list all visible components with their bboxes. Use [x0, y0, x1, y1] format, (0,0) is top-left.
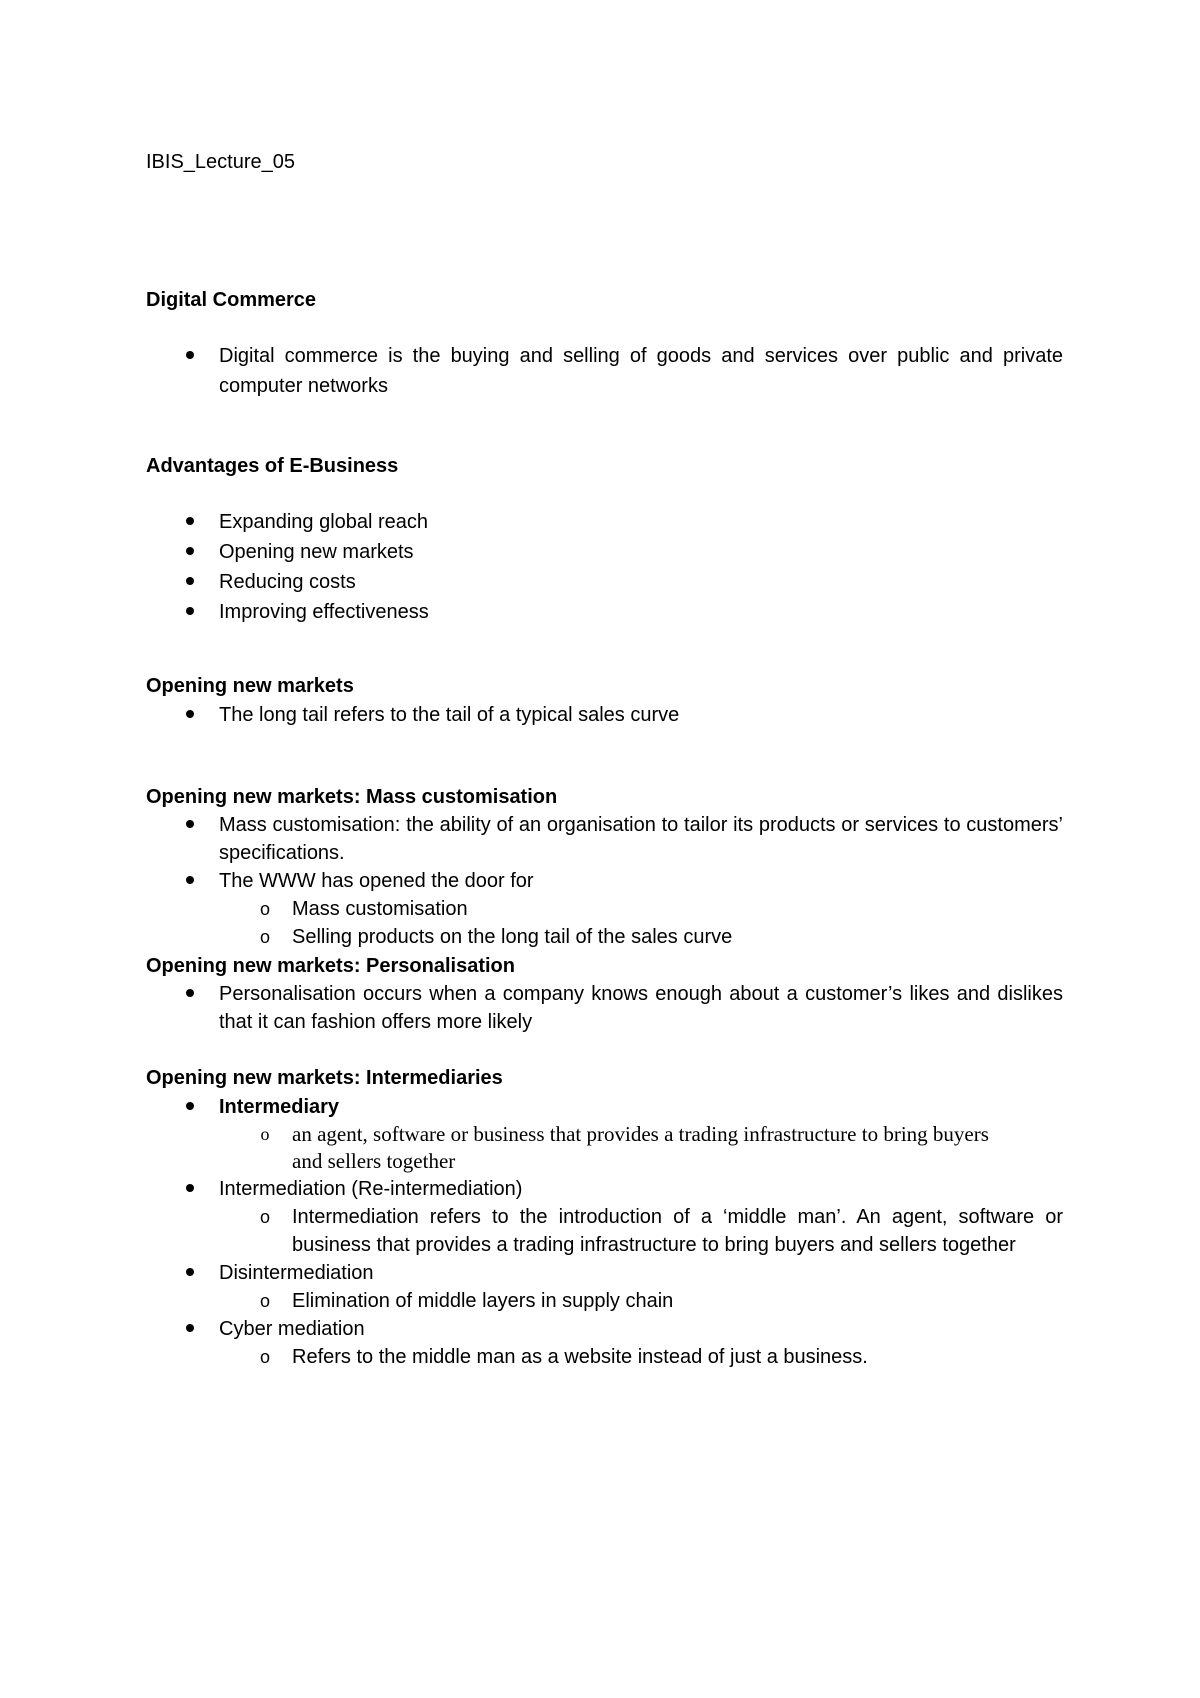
section-heading-opening-new-markets: Opening new markets — [146, 675, 354, 697]
sub-list-item: o Refers to the middle man as a website instead of just a business. — [0, 1343, 1063, 1371]
bullet-disc-icon — [180, 700, 200, 730]
section-heading-intermediaries: Opening new markets: Intermediaries — [146, 1067, 503, 1089]
document-title: IBIS_Lecture_05 — [146, 151, 295, 173]
list-item-cyber-mediation: Cyber mediation — [0, 1315, 1063, 1343]
bullet-disc-icon — [180, 980, 200, 1008]
list-item: Mass customisation: the ability of an organisation to tailor its products or services to customers’ specifications. — [0, 811, 1063, 867]
bullet-disc-icon — [180, 811, 200, 839]
bullet-o-icon: o — [259, 1291, 270, 1311]
digital-commerce-list — [0, 341, 1200, 401]
opening-new-markets-list — [0, 700, 1200, 730]
sub-list-item: o an agent, software or business that provides a trading infrastructure to bring buyers and sellers together — [0, 1121, 992, 1175]
section-heading-advantages: Advantages of E-Business — [146, 455, 399, 477]
section-heading-mass-customisation: Opening new markets: Mass customisation — [146, 786, 558, 808]
list-item-intermediary: Intermediary — [0, 1093, 1063, 1121]
bullet-disc-icon — [180, 1315, 200, 1343]
intermediaries-list — [0, 1093, 1200, 1371]
advantages-list — [0, 507, 1200, 627]
list-item: Expanding global reach — [0, 507, 1063, 537]
bullet-disc-icon — [180, 1175, 200, 1203]
list-item-intermediation: Intermediation (Re-intermediation) — [0, 1175, 1063, 1203]
bullet-disc-icon — [180, 341, 200, 371]
bullet-disc-icon — [180, 867, 200, 895]
list-item: Reducing costs — [0, 567, 1063, 597]
list-item: Digital commerce is the buying and selling of goods and services over public and private computer networks — [0, 341, 1063, 401]
bullet-o-icon: o — [259, 899, 270, 919]
list-item: The WWW has opened the door for — [0, 867, 1063, 895]
list-item: Improving effectiveness — [0, 597, 1063, 627]
list-item-disintermediation: Disintermediation — [0, 1259, 1063, 1287]
bullet-disc-icon — [180, 597, 200, 627]
bullet-o-icon: o — [259, 1207, 270, 1227]
bullet-o-icon: o — [259, 927, 270, 947]
sub-list-item: o Elimination of middle layers in supply chain — [0, 1287, 1063, 1315]
bullet-o-icon: o — [259, 1347, 270, 1367]
sub-list-item: o Mass customisation — [0, 895, 1063, 923]
mass-customisation-list — [0, 811, 1200, 951]
sub-list-item: o Selling products on the long tail of the sales curve — [0, 923, 1063, 951]
list-item: Opening new markets — [0, 537, 1063, 567]
bullet-o-icon: o — [260, 1124, 270, 1144]
bullet-disc-icon — [180, 507, 200, 537]
bullet-disc-icon — [180, 537, 200, 567]
bullet-disc-icon — [180, 1093, 200, 1121]
section-heading-digital-commerce: Digital Commerce — [146, 289, 317, 311]
list-item: Personalisation occurs when a company knows enough about a customer’s likes and dislikes that it can fashion offers more likely — [0, 980, 1063, 1036]
personalisation-list — [0, 980, 1200, 1036]
list-item: The long tail refers to the tail of a typical sales curve — [0, 700, 1063, 730]
section-heading-personalisation: Opening new markets: Personalisation — [146, 955, 515, 977]
sub-list-item: o Intermediation refers to the introduction of a ‘middle man’. An agent, software or business that provides a trading infrastructure to bring buyers and sellers together — [0, 1203, 1063, 1259]
bullet-disc-icon — [180, 567, 200, 597]
bullet-disc-icon — [180, 1259, 200, 1287]
